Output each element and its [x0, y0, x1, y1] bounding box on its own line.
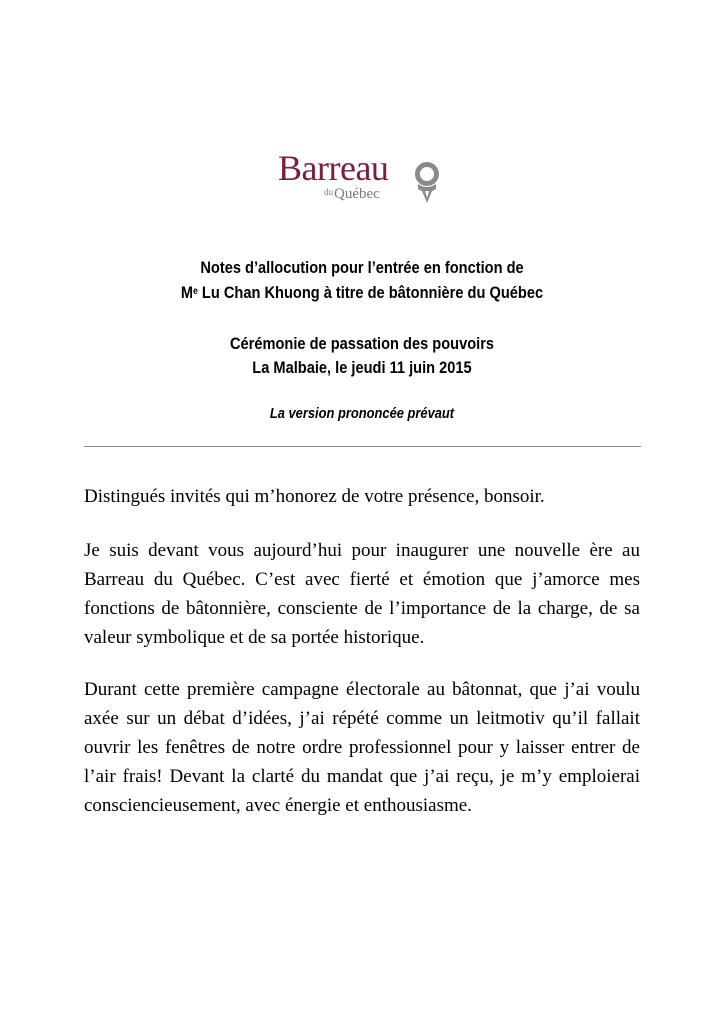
logo-emblem-icon: [412, 162, 442, 204]
heading-title-prefix: M: [180, 283, 194, 302]
paragraph-2: Je suis devant vous aujourd’hui pour inaugurer une nouvelle ère au Barreau du Québec. C’est avec fierté et émotion que j’amorce mes fonctions de bâtonnière, consciente de l’importance de la charge, de sa valeur symbolique et de sa portée historique.: [84, 540, 640, 648]
heading-title-superscript: e: [193, 286, 198, 297]
heading-line-2: [119, 283, 604, 303]
logo-sub-place: Québec: [334, 186, 380, 202]
heading-line-3: Cérémonie de passation des pouvoirs: [229, 334, 495, 353]
paragraph-3: Durant cette première campagne électorale au bâtonnat, que j’ai voulu axée sur un débat d’idées, j’ai répété comme un leitmotiv qu’il fallait ouvrir les fenêtres de notre ordre professionnel pour y laisser entrer de l’air frais! Devant la clarté du mandat que j’ai reçu, je m’y emploierai consciencieusement, avec énergie et enthousiasme.: [84, 679, 640, 816]
heading-note: La version prononcée prévaut: [269, 405, 455, 422]
paragraph-1: Distingués invités qui m’honorez de votre présence, bonsoir.: [84, 486, 545, 507]
logo-wordmark: Barreau: [278, 148, 389, 188]
heading-line-4: La Malbaie, le jeudi 11 juin 2015: [252, 358, 472, 377]
barreau-logo: [278, 150, 448, 210]
logo-sub-du: du: [324, 187, 333, 197]
horizontal-divider: [84, 446, 641, 447]
heading-title-rest: Lu Chan Khuong à titre de bâtonnière du Québec: [197, 283, 544, 302]
heading-line-1: Notes d’allocution pour l’entrée en fonction de: [200, 258, 524, 277]
logo-subtitle: [324, 185, 380, 203]
